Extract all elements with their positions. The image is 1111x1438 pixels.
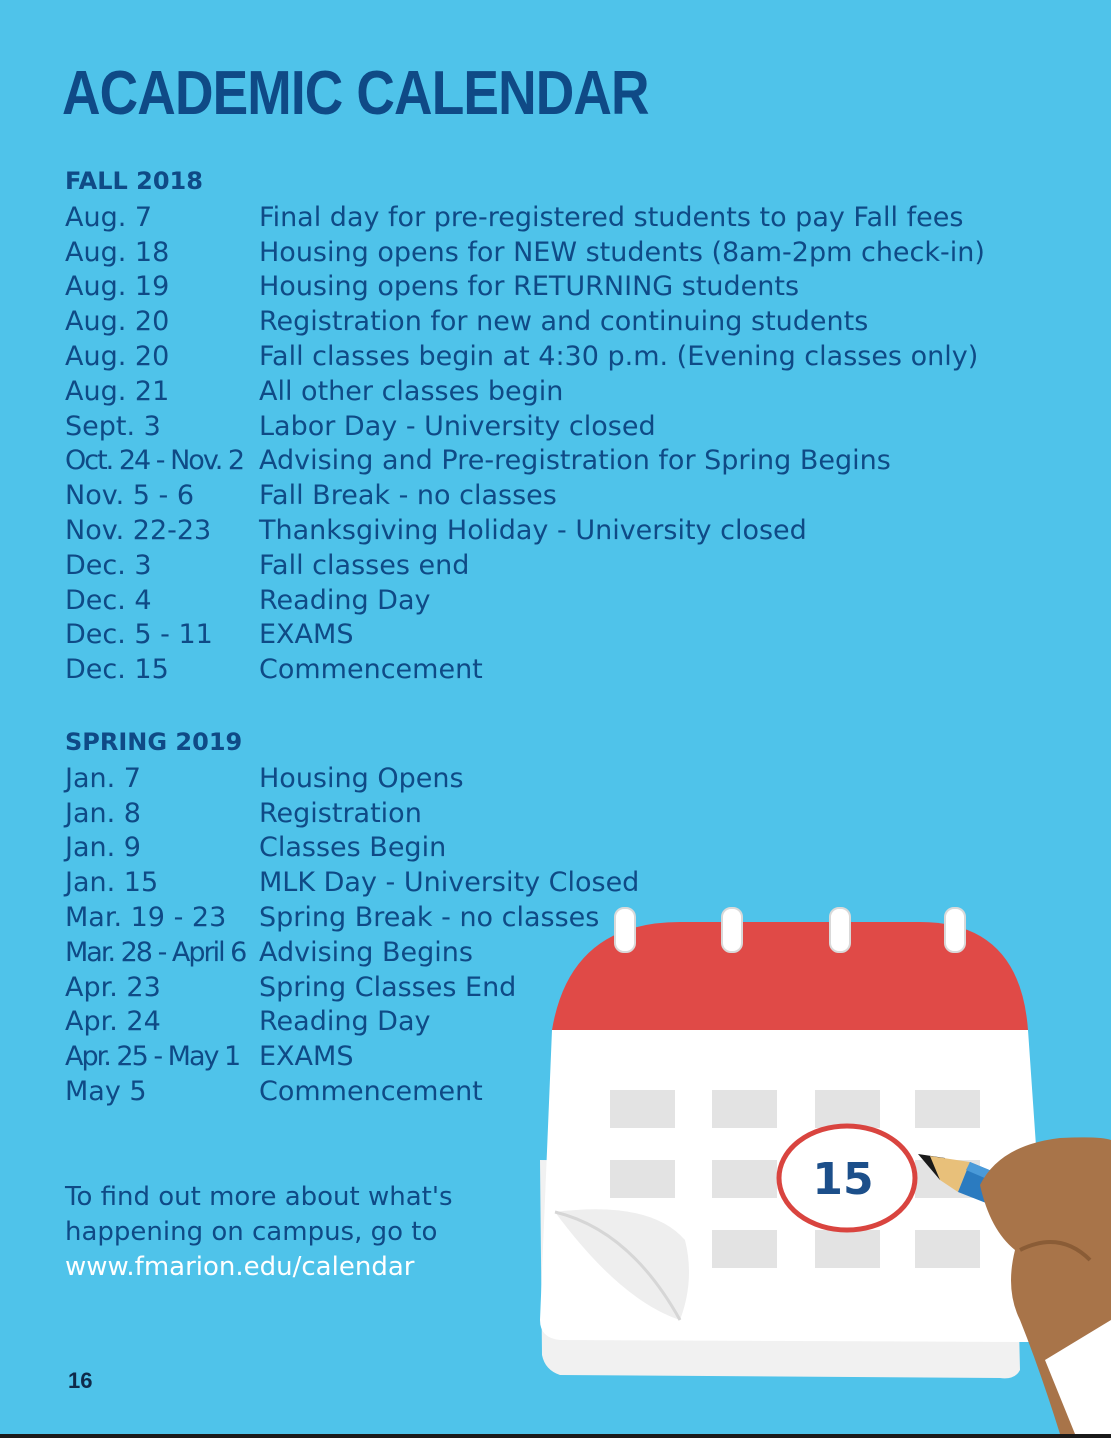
row-event: Spring Classes End xyxy=(259,971,517,1003)
calendar-row xyxy=(65,618,985,653)
fall-list xyxy=(65,200,985,687)
row-event: Registration for new and continuing students xyxy=(259,306,869,338)
row-event: Housing opens for RETURNING students xyxy=(259,271,800,303)
page-title: ACADEMIC CALENDAR xyxy=(62,59,649,128)
footer-note xyxy=(65,1180,453,1285)
row-date: Apr. 24 xyxy=(65,1006,161,1038)
row-event: MLK Day - University Closed xyxy=(259,867,640,899)
row-event: Reading Day xyxy=(259,1006,431,1038)
row-event: Registration xyxy=(259,797,422,829)
row-date: Dec. 3 xyxy=(65,549,152,581)
row-event: Fall Break - no classes xyxy=(259,480,557,512)
calendar-row xyxy=(65,796,639,831)
row-date: Aug. 18 xyxy=(65,236,170,268)
calendar-row xyxy=(65,513,985,548)
row-date: Apr. 23 xyxy=(65,971,161,1003)
row-date: May 5 xyxy=(65,1076,147,1108)
row-event: Final day for pre-registered students to pay Fall fees xyxy=(259,201,964,233)
row-date: Oct. 24 - Nov. 2 xyxy=(65,445,244,477)
row-event: Classes Begin xyxy=(259,832,447,864)
calendar-link[interactable]: www.fmarion.edu/calendar xyxy=(65,1252,415,1282)
row-date: Dec. 15 xyxy=(65,654,169,686)
row-date: Sept. 3 xyxy=(65,410,161,442)
row-event: Advising Begins xyxy=(259,936,473,968)
page-number: 16 xyxy=(68,1368,93,1393)
calendar-row xyxy=(65,865,639,900)
row-date: Nov. 5 - 6 xyxy=(65,480,195,512)
calendar-row xyxy=(65,270,985,305)
calendar-ring-icon xyxy=(722,908,742,952)
calendar-row xyxy=(65,652,985,687)
calendar-row xyxy=(65,304,985,339)
row-event: Spring Break - no classes xyxy=(259,902,600,934)
calendar-illustration xyxy=(500,900,1111,1434)
calendar-row xyxy=(65,478,985,513)
calendar-row xyxy=(65,409,985,444)
row-date: Aug. 7 xyxy=(65,201,153,233)
fall-heading: FALL 2018 xyxy=(65,167,203,195)
calendar-row xyxy=(65,339,985,374)
row-event: Fall classes end xyxy=(259,549,470,581)
row-date: Mar. 19 - 23 xyxy=(65,902,227,934)
fall-section xyxy=(65,166,985,687)
row-event: Thanksgiving Holiday - University closed xyxy=(259,515,807,547)
row-date: Aug. 20 xyxy=(65,306,170,338)
footer-line-2: happening on campus, go to xyxy=(65,1217,438,1247)
row-date: Nov. 22-23 xyxy=(65,515,212,547)
spring-heading: SPRING 2019 xyxy=(65,728,243,756)
row-event: Commencement xyxy=(259,1076,483,1108)
row-date: Jan. 15 xyxy=(65,867,159,899)
row-event: Advising and Pre-registration for Spring Begins xyxy=(259,445,891,477)
calendar-row xyxy=(65,235,985,270)
row-event: All other classes begin xyxy=(259,375,564,407)
row-date: Aug. 20 xyxy=(65,341,170,373)
row-date: Aug. 21 xyxy=(65,375,170,407)
row-date: Jan. 8 xyxy=(65,797,141,829)
row-event: Housing opens for NEW students (8am-2pm check-in) xyxy=(259,236,985,268)
calendar-row xyxy=(65,374,985,409)
row-event: EXAMS xyxy=(259,619,354,651)
row-date: Aug. 19 xyxy=(65,271,170,303)
calendar-row xyxy=(65,583,985,618)
calendar-row xyxy=(65,761,639,796)
row-date: Jan. 9 xyxy=(65,832,141,864)
row-date: Apr. 25 - May 1 xyxy=(65,1041,240,1073)
calendar-ring-icon xyxy=(830,908,850,952)
row-event: Commencement xyxy=(259,654,483,686)
row-date: Mar. 28 - April 6 xyxy=(65,936,246,968)
row-event: Housing Opens xyxy=(259,762,464,794)
calendar-row xyxy=(65,444,985,479)
row-event: Reading Day xyxy=(259,584,431,616)
calendar-row xyxy=(65,831,639,866)
calendar-row xyxy=(65,548,985,583)
row-date: Dec. 5 - 11 xyxy=(65,619,213,651)
calendar-ring-icon xyxy=(945,908,965,952)
row-date: Jan. 7 xyxy=(65,762,141,794)
row-event: Fall classes begin at 4:30 p.m. (Evening classes only) xyxy=(259,341,979,373)
circled-day-number: 15 xyxy=(812,1154,874,1205)
row-event: EXAMS xyxy=(259,1041,354,1073)
row-date: Dec. 4 xyxy=(65,584,152,616)
calendar-row xyxy=(65,200,985,235)
calendar-ring-icon xyxy=(615,908,635,952)
bottom-rule xyxy=(0,1434,1111,1438)
footer-line-1: To find out more about what's xyxy=(65,1182,453,1212)
row-event: Labor Day - University closed xyxy=(259,410,656,442)
